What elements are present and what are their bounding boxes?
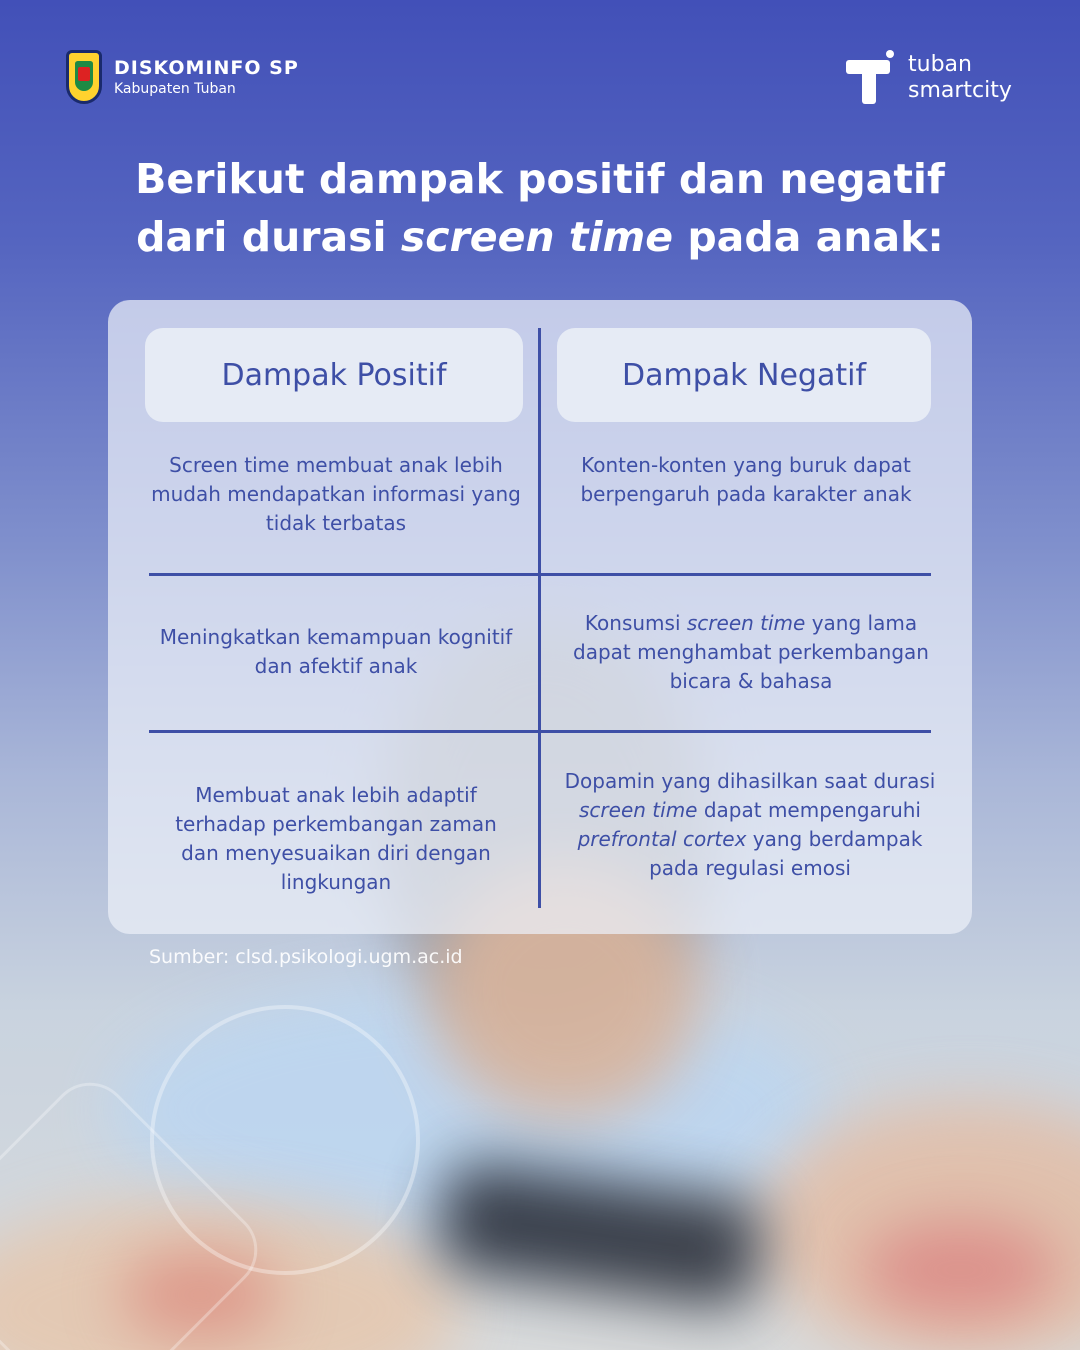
positive-header: Dampak Positif — [145, 328, 523, 422]
negative-cell-3: Dopamin yang dihasilkan saat durasi screen time dapat mempengaruhi prefrontal cortex yang berdampak pada regulasi emosi — [564, 769, 936, 880]
page-title — [0, 150, 1080, 266]
positive-cell-1: Screen time membuat anak lebih mudah mendapatkan informasi yang tidak terbatas — [151, 453, 521, 535]
title-line-1: Berikut dampak positif dan negatif — [135, 155, 945, 203]
diskominfo-logo — [66, 50, 299, 104]
column-divider — [538, 328, 541, 908]
negative-header: Dampak Negatif — [557, 328, 931, 422]
header — [0, 50, 1080, 110]
tuban-t-logo-icon — [846, 50, 896, 106]
negative-cell-1: Konten-konten yang buruk dapat berpengaruh pada karakter anak — [580, 453, 912, 506]
positive-cell-3: Membuat anak lebih adaptif terhadap perkembangan zaman dan menyesuaikan diri dengan lingkungan — [175, 783, 497, 894]
tuban-smartcity-logo — [846, 50, 1012, 106]
title-line-2: dari durasi screen time pada anak: — [136, 213, 944, 261]
row-divider — [149, 573, 931, 576]
row-divider — [149, 730, 931, 733]
comparison-card — [108, 300, 972, 934]
negative-cell-2: Konsumsi screen time yang lama dapat menghambat perkembangan bicara & bahasa — [573, 611, 929, 693]
source-note: Sumber: clsd.psikologi.ugm.ac.id — [149, 946, 463, 968]
logo-subtitle: Kabupaten Tuban — [114, 81, 236, 97]
brand-line-2: smartcity — [908, 78, 1012, 103]
logo-title: DISKOMINFO SP — [114, 57, 299, 79]
positive-cell-2: Meningkatkan kemampuan kognitif dan afektif anak — [159, 625, 513, 678]
brand-line-1: tuban — [908, 52, 972, 77]
regency-shield-icon — [66, 50, 102, 104]
